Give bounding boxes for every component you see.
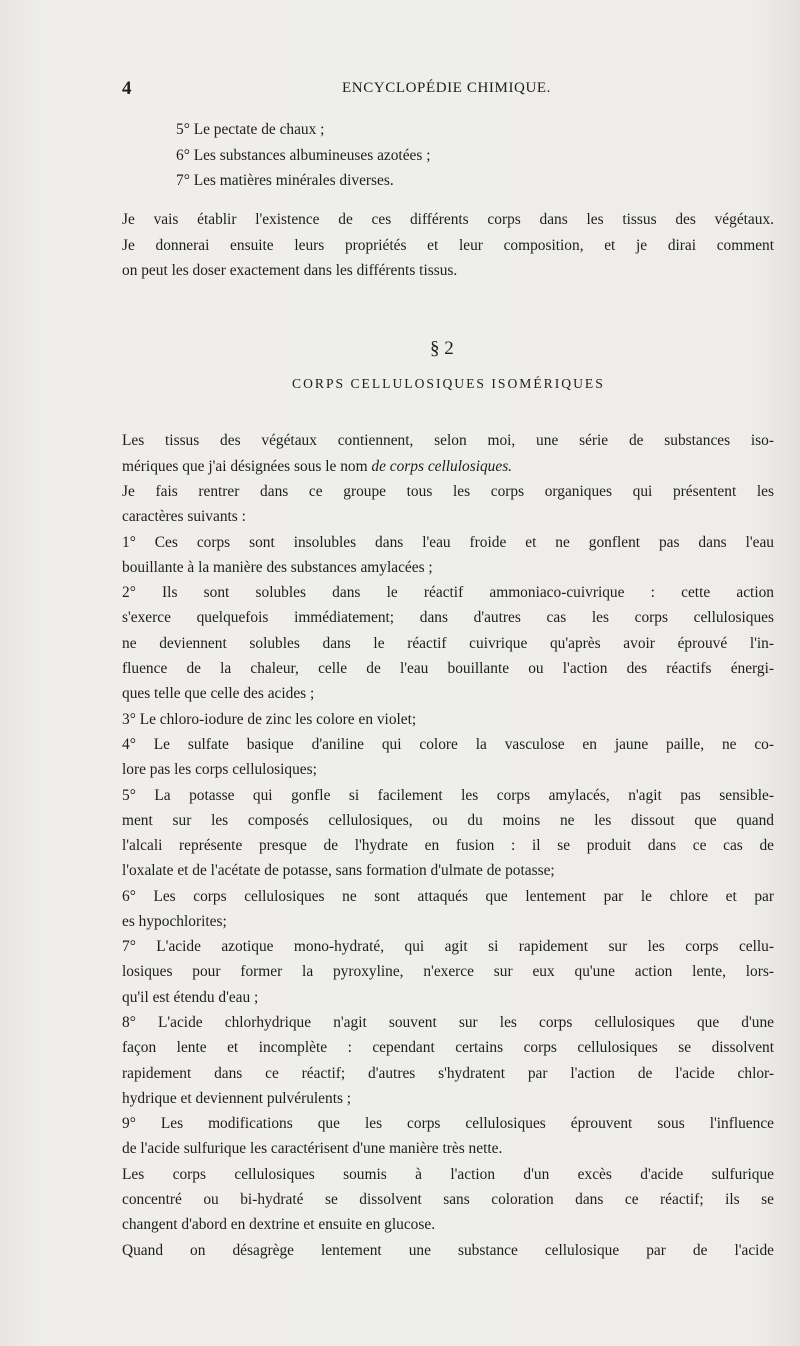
section-number: § 2: [430, 338, 454, 359]
paragraph-line: fluence de la chaleur, celle de l'eau bouillante ou l'action des réactifs énergi-: [122, 660, 774, 677]
paragraph-line: 4° Le sulfate basique d'aniline qui colore la vasculose en jaune paille, ne co-: [122, 736, 774, 753]
line-text: mériques que j'ai désignées sous le nom: [122, 458, 372, 475]
paragraph-line: de l'acide sulfurique les caractérisent d'une manière très nette.: [122, 1140, 503, 1157]
paragraph-line: Quand on désagrège lentement une substance cellulosique par de l'acide: [122, 1242, 774, 1259]
paragraph-line: Je fais rentrer dans ce groupe tous les corps organiques qui présentent les: [122, 483, 774, 500]
paragraph-line: concentré ou bi-hydraté se dissolvent sans coloration dans ce réactif; ils se: [122, 1191, 774, 1208]
paragraph-line: losiques pour former la pyroxyline, n'exerce sur eux qu'une action lente, lors-: [122, 963, 774, 980]
paragraph-line: caractères suivants :: [122, 508, 246, 525]
section-title: CORPS CELLULOSIQUES ISOMÉRIQUES: [292, 376, 605, 391]
paragraph-line: hydrique et deviennent pulvérulents ;: [122, 1090, 352, 1107]
paragraph-line: on peut les doser exactement dans les différents tissus.: [122, 262, 458, 279]
list-item: 6° Les substances albumineuses azotées ;: [176, 147, 431, 164]
paragraph-line: Les tissus des végétaux contiennent, selon moi, une série de substances iso-: [122, 432, 774, 449]
paragraph-line: rapidement dans ce réactif; d'autres s'hydratent par l'action de l'acide chlor-: [122, 1065, 774, 1082]
running-title: ENCYCLOPÉDIE CHIMIQUE.: [342, 80, 552, 96]
paragraph-line: 3° Le chloro-iodure de zinc les colore en violet;: [122, 711, 417, 728]
paragraph-line: 6° Les corps cellulosiques ne sont attaqués que lentement par le chlore et par: [122, 888, 774, 905]
paragraph-line: Les corps cellulosiques soumis à l'action d'un excès d'acide sulfurique: [122, 1166, 774, 1183]
paragraph-line: 7° L'acide azotique mono-hydraté, qui agit si rapidement sur les corps cellu-: [122, 938, 774, 955]
list-item: 5° Le pectate de chaux ;: [176, 121, 325, 138]
paragraph-line: changent d'abord en dextrine et ensuite en glucose.: [122, 1216, 436, 1233]
list-item: 7° Les matières minérales diverses.: [176, 172, 394, 189]
paragraph-line: l'alcali représente presque de l'hydrate en fusion : il se produit dans ce cas de: [122, 837, 774, 854]
paragraph-line: 1° Ces corps sont insolubles dans l'eau froide et ne gonflent pas dans l'eau: [122, 534, 774, 551]
paragraph-line: l'oxalate et de l'acétate de potasse, sans formation d'ulmate de potasse;: [122, 862, 555, 879]
paragraph-line: façon lente et incomplète : cependant certains corps cellulosiques se dissolvent: [122, 1039, 774, 1056]
paragraph-line: ne deviennent solubles dans le réactif cuivrique qu'après avoir éprouvé l'in-: [122, 635, 774, 652]
paragraph-line: es hypochlorites;: [122, 913, 227, 930]
page-header: [122, 78, 662, 102]
paragraph-line: bouillante à la manière des substances amylacées ;: [122, 559, 433, 576]
paragraph-line: lore pas les corps cellulosiques;: [122, 761, 317, 778]
paragraph-line: s'exerce quelquefois immédiatement; dans d'autres cas les corps cellulosiques: [122, 609, 774, 626]
paragraph-line: 9° Les modifications que les corps cellulosiques éprouvent sous l'influence: [122, 1115, 774, 1132]
page-number: 4: [122, 78, 132, 99]
paragraph-line: 2° Ils sont solubles dans le réactif ammoniaco-cuivrique : cette action: [122, 584, 774, 601]
paragraph-line: ques telle que celle des acides ;: [122, 685, 315, 702]
paragraph-line: 5° La potasse qui gonfle si facilement les corps amylacés, n'agit pas sensible-: [122, 787, 774, 804]
paragraph-line: qu'il est étendu d'eau ;: [122, 989, 259, 1006]
paragraph-line: Je donnerai ensuite leurs propriétés et leur composition, et je dirai comment: [122, 237, 774, 254]
paragraph-line: ment sur les composés cellulosiques, ou du moins ne les dissout que quand: [122, 812, 774, 829]
paragraph-line: Je vais établir l'existence de ces différents corps dans les tissus des végétaux.: [122, 211, 774, 228]
paragraph-line: 8° L'acide chlorhydrique n'agit souvent sur les corps cellulosiques que d'une: [122, 1014, 774, 1031]
italic-term: de corps cellulosiques.: [371, 458, 513, 475]
paragraph-line: [122, 457, 774, 477]
